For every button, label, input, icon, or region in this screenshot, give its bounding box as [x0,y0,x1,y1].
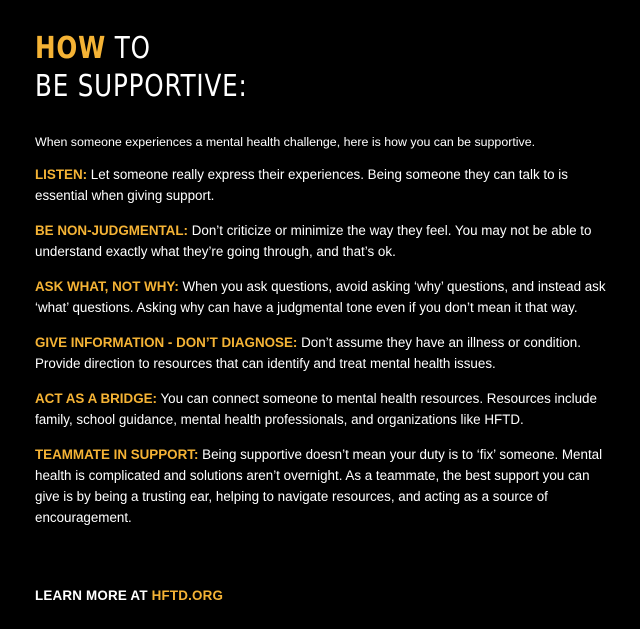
tip-teammate-in-support [35,444,615,528]
tips-content [35,132,615,542]
tip-body: Don’t assume they have an illness or condition. Provide direction to resources that can identify and treat mental health issues. [35,335,581,371]
learn-more-footer [35,586,223,606]
tip-act-as-bridge [35,388,615,430]
footer-prefix: LEARN MORE AT [35,588,152,603]
tip-non-judgmental [35,220,615,262]
page-title [35,30,248,106]
hftd-link[interactable]: HFTD.ORG [151,588,224,603]
tip-heading: BE NON-JUDGMENTAL: [35,223,188,238]
tip-listen [35,164,615,206]
tip-body: You can connect someone to mental health resources. Resources include family, school guidance, mental health professionals, and organizations like HFTD. [35,391,597,427]
tip-ask-what [35,276,615,318]
tip-body: Don’t criticize or minimize the way they feel. You may not be able to understand exactly what they’re going through, and that’s ok. [35,223,592,259]
title-highlight: HOW [35,31,107,66]
tip-give-information [35,332,615,374]
tip-heading: ACT AS A BRIDGE: [35,391,157,406]
title-line-1 [35,30,248,68]
title-line-2: BE SUPPORTIVE: [35,69,248,104]
tip-body: Let someone really express their experiences. Being someone they can talk to is essential when giving support. [35,167,568,203]
tip-body: Being supportive doesn’t mean your duty is to ‘fix’ someone. Mental health is complicated and solutions aren’t overnight. As a teammate, the best support you can give is by being a trusting ear, helping to navigate resources, and acting as a source of encouragement. [35,447,603,525]
tip-heading: GIVE INFORMATION - DON’T DIAGNOSE: [35,335,298,350]
intro-text: When someone experiences a mental health challenge, here is how you can be supportive. [35,135,536,149]
tip-heading: TEAMMATE IN SUPPORT: [35,447,199,462]
tip-body: When you ask questions, avoid asking ‘why’ questions, and instead ask ‘what’ questions. Asking why can have a judgmental tone even if you don’t mean it that way. [35,279,606,315]
title-rest: TO [106,31,151,66]
tip-heading: LISTEN: [35,167,88,182]
tip-heading: ASK WHAT, NOT WHY: [35,279,179,294]
